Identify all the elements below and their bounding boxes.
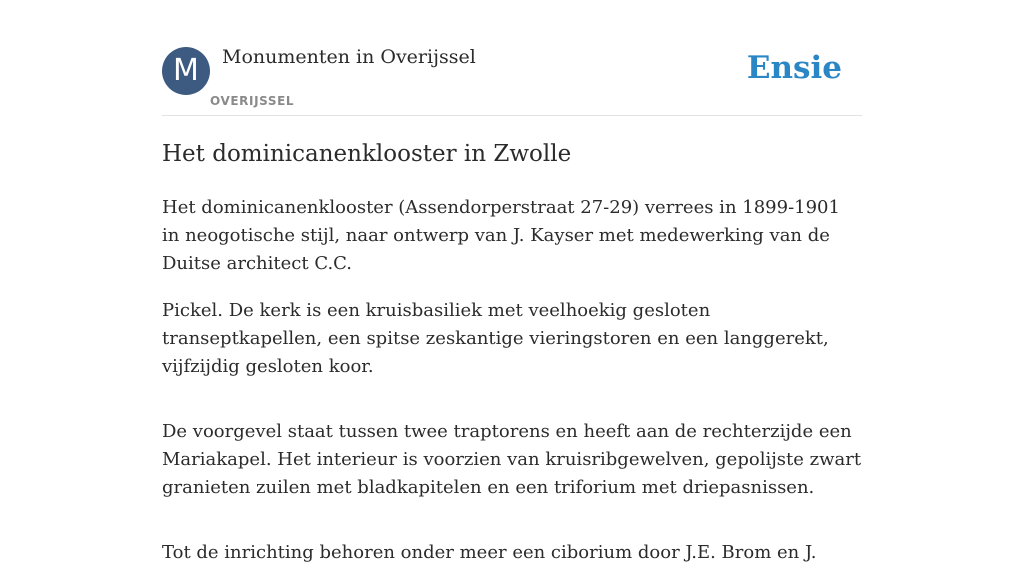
article-paragraph: Tot de inrichting behoren onder meer een ciborium door J.E. Brom en J. (162, 542, 817, 563)
header-divider (162, 115, 862, 116)
avatar[interactable]: M (162, 47, 210, 95)
article (162, 138, 862, 586)
article-paragraph: Pickel. De kerk is een kruisbasiliek met veelhoekig gesloten transeptkapellen, een spitse zeskantige vieringstoren en een langgerekt, vijfzijdig gesloten koor. (162, 300, 829, 377)
site-title[interactable]: Monumenten in Overijssel (222, 46, 476, 68)
article-paragraph: Het dominicanenklooster (Assendorperstraat 27-29) verrees in 1899-1901 in neogotische stijl, naar ontwerp van J. Kayser met medewerking van de Duitse architect C.C. (162, 197, 840, 274)
category-label[interactable]: OVERIJSSEL (210, 94, 295, 108)
article-title: Het dominicanenklooster in Zwolle (162, 141, 572, 167)
brand-logo[interactable]: Ensie (746, 50, 842, 86)
article-paragraph: De voorgevel staat tussen twee traptorens en heeft aan de rechterzijde een Mariakapel. Het interieur is voorzien van kruisribgewelven, gepolijste zwart granieten zuilen met bladkapitelen en een triforium met driepasnissen. (162, 421, 862, 498)
header (162, 46, 862, 116)
